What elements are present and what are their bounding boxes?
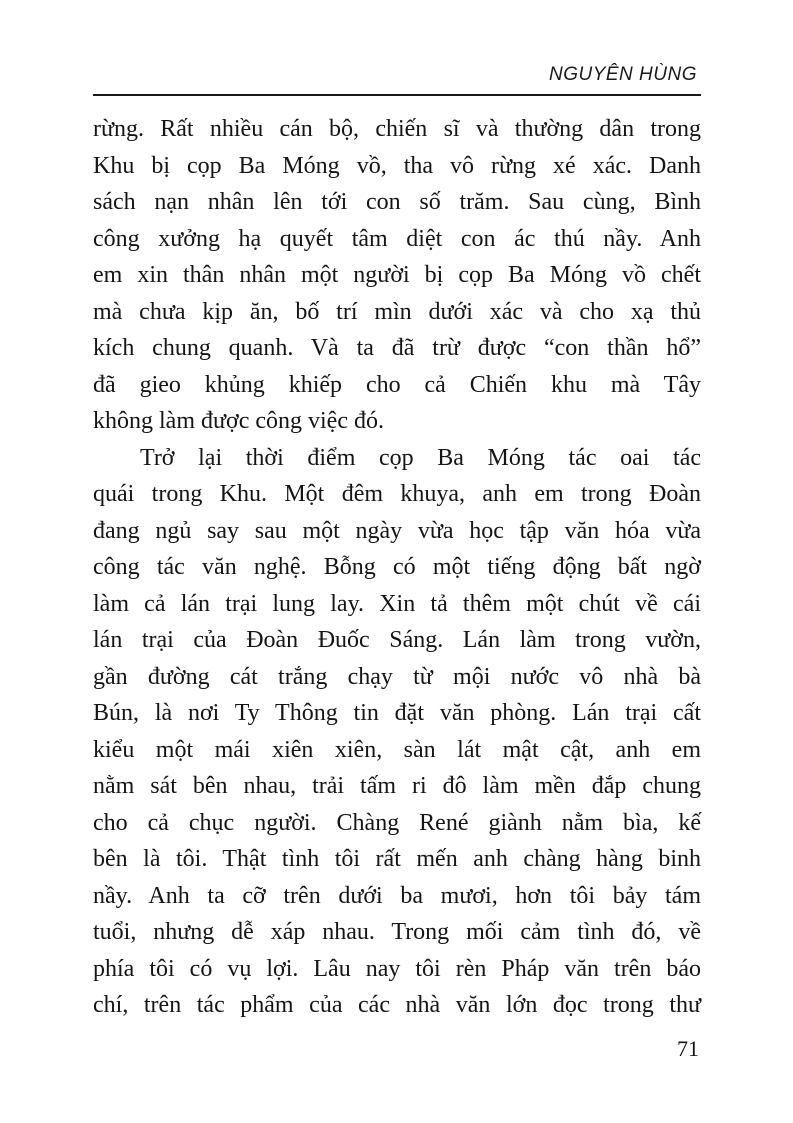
text-line: bên là tôi. Thật tình tôi rất mến anh chàng hàng binh bbox=[93, 846, 701, 872]
text-line: công tác văn nghệ. Bỗng có một tiếng động bất ngờ bbox=[93, 554, 701, 580]
text-line: nầy. Anh ta cỡ trên dưới ba mươi, hơn tôi bảy tám bbox=[93, 882, 701, 909]
text-line: sách nạn nhân lên tới con số trăm. Sau cùng, Bình bbox=[93, 189, 701, 215]
text-line: tuổi, nhưng dễ xáp nhau. Trong mối cảm tình đó, về bbox=[93, 919, 701, 945]
header-rule bbox=[93, 94, 701, 96]
text-line: lán trại của Đoàn Đuốc Sáng. Lán làm trong vườn, bbox=[93, 627, 701, 653]
running-header: NGUYÊN HÙNG bbox=[548, 64, 697, 85]
body-text bbox=[93, 111, 701, 1024]
text-line: Bún, là nơi Ty Thông tin đặt văn phòng. Lán trại cất bbox=[93, 700, 701, 726]
text-line: làm cả lán trại lung lay. Xin tả thêm một chút về cái bbox=[93, 590, 701, 617]
text-line: Trở lại thời điểm cọp Ba Móng tác oai tác bbox=[140, 444, 701, 471]
text-line: quái trong Khu. Một đêm khuya, anh em trong Đoàn bbox=[93, 481, 701, 507]
text-line: chí, trên tác phẩm của các nhà văn lớn đọc trong thư bbox=[93, 992, 701, 1018]
text-line: mà chưa kịp ăn, bố trí mìn dưới xác và cho xạ thủ bbox=[93, 298, 701, 325]
page-number: 71 bbox=[677, 1036, 699, 1061]
text-line: gần đường cát trắng chạy từ mội nước vô nhà bà bbox=[93, 663, 701, 690]
text-line: không làm được công việc đó. bbox=[93, 408, 384, 434]
text-line: kích chung quanh. Và ta đã trừ được “con thần hổ” bbox=[93, 335, 701, 361]
text-line: kiểu một mái xiên xiên, sàn lát mật cật, anh em bbox=[93, 736, 701, 763]
text-line: phía tôi có vụ lợi. Lâu nay tôi rèn Pháp văn trên báo bbox=[93, 955, 701, 982]
text-line: công xưởng hạ quyết tâm diệt con ác thú nầy. Anh bbox=[93, 225, 701, 252]
text-line: đang ngủ say sau một ngày vừa học tập văn hóa vừa bbox=[93, 517, 701, 544]
text-line: em xin thân nhân một người bị cọp Ba Móng vồ chết bbox=[93, 262, 701, 288]
text-line: rừng. Rất nhiều cán bộ, chiến sĩ và thường dân trong bbox=[93, 116, 701, 142]
text-line: đã gieo khủng khiếp cho cả Chiến khu mà Tây bbox=[93, 371, 701, 398]
text-line: nằm sát bên nhau, trải tấm ri đô làm mền đắp chung bbox=[93, 773, 701, 799]
text-line: Khu bị cọp Ba Móng vồ, tha vô rừng xé xác. Danh bbox=[93, 152, 701, 179]
text-line: cho cả chục người. Chàng René giành nằm bìa, kế bbox=[93, 809, 701, 836]
